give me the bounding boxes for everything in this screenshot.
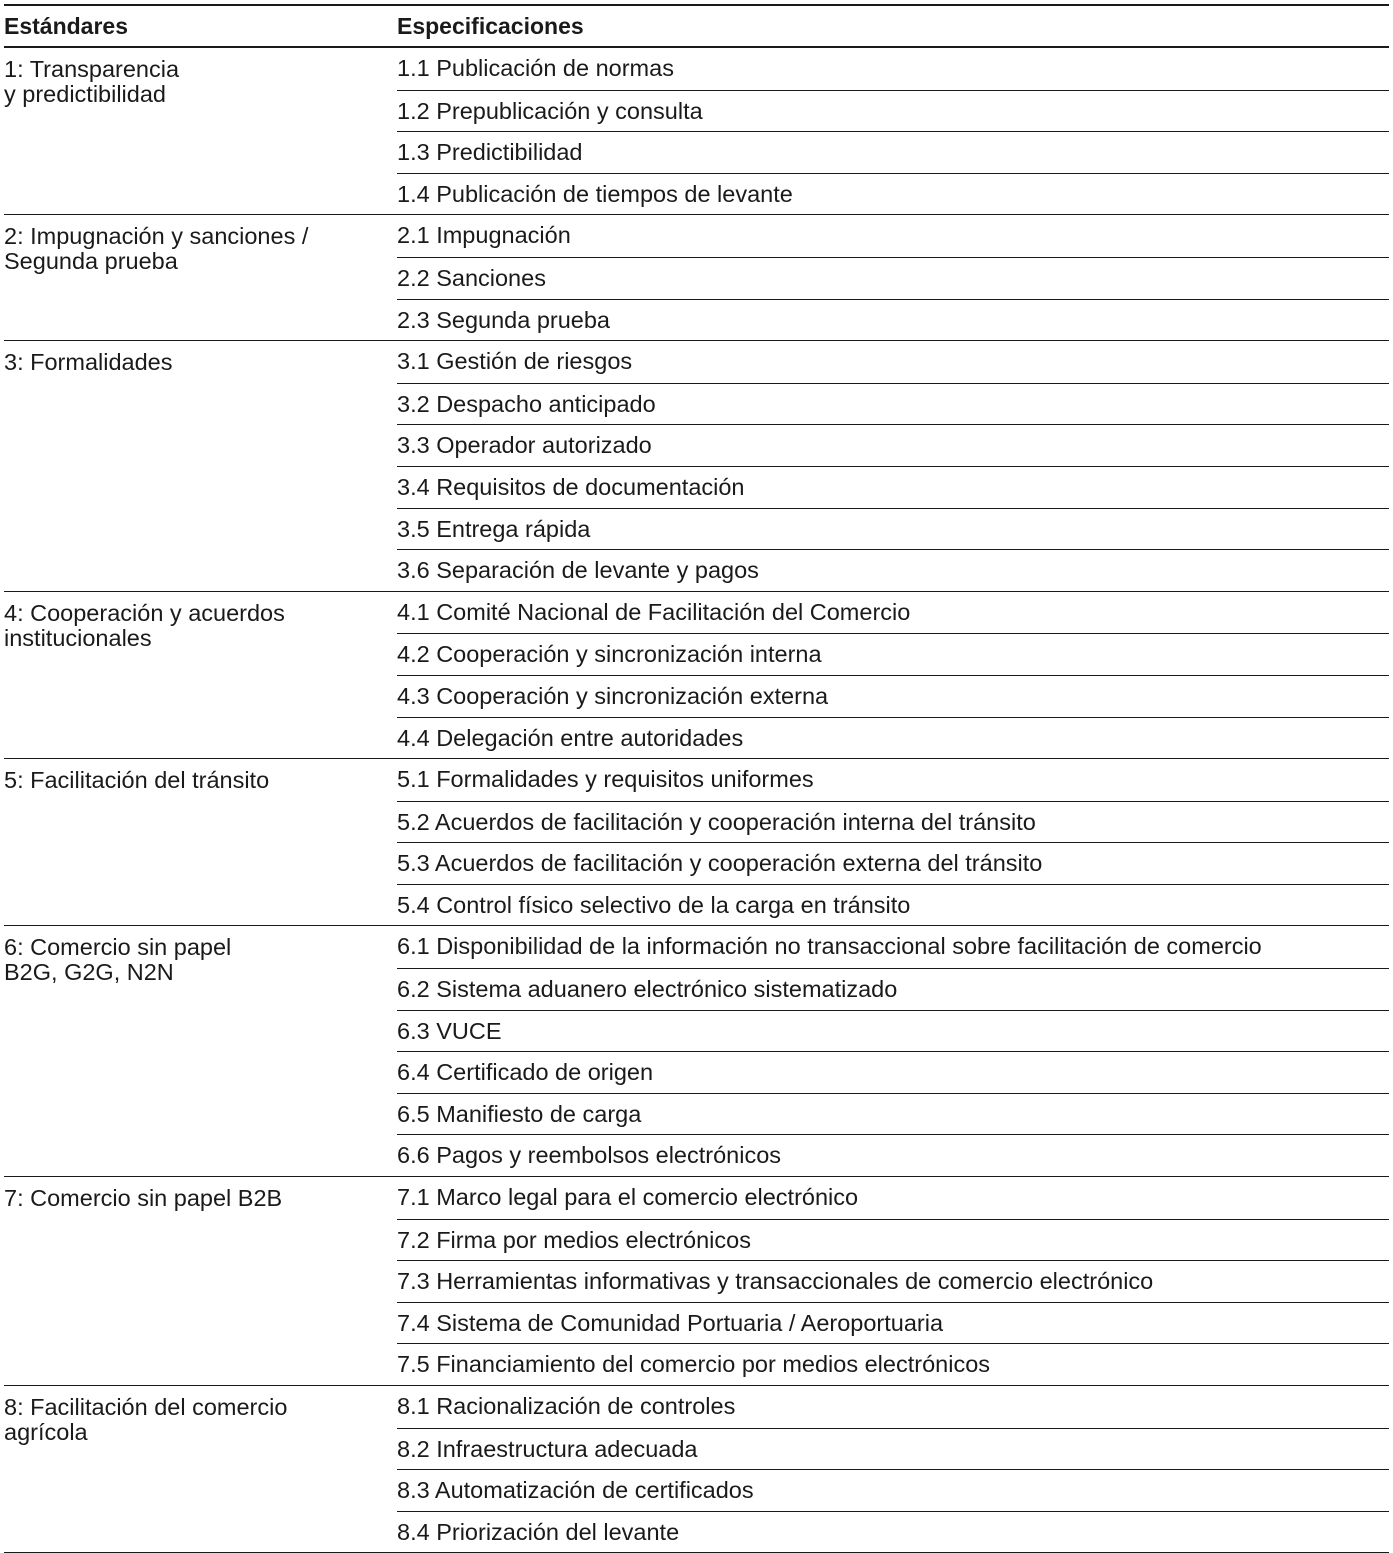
- standard-group: [4, 759, 1389, 926]
- spec-item: 2.1 Impugnación: [397, 222, 571, 249]
- spec-item: 2.3 Segunda prueba: [397, 299, 1389, 341]
- standard-group: [4, 926, 1389, 1177]
- spec-item: 3.4 Requisitos de documentación: [397, 466, 1389, 508]
- spec-list: [397, 926, 1389, 1176]
- standard-label: 5: Facilitación del tránsito: [4, 767, 270, 794]
- spec-list: [397, 215, 1389, 340]
- spec-item: 1.3 Predictibilidad: [397, 131, 1389, 173]
- spec-item: 5.3 Acuerdos de facilitación y cooperación externa del tránsito: [397, 842, 1389, 884]
- spec-item: 6.4 Certificado de origen: [397, 1051, 1389, 1093]
- spec-item: 7.3 Herramientas informativas y transaccionales de comercio electrónico: [397, 1260, 1389, 1302]
- spec-item: 1.1 Publicación de normas: [397, 55, 674, 81]
- standard-label: 4: Cooperación y acuerdos institucionales: [4, 599, 285, 651]
- standard-label: 8: Facilitación del comercio agrícola: [4, 1394, 288, 1445]
- spec-item: 7.2 Firma por medios electrónicos: [397, 1219, 1389, 1261]
- spec-item: 6.1 Disponibilidad de la información no transaccional sobre facilitación de comercio: [397, 933, 1262, 960]
- spec-item: 4.1 Comité Nacional de Facilitación del Comercio: [397, 598, 911, 625]
- table-header: [4, 6, 1389, 48]
- spec-item: 1.2 Prepublicación y consulta: [397, 90, 1389, 132]
- standard-group: [4, 215, 1389, 341]
- spec-list: [397, 1177, 1389, 1385]
- spec-item: 5.2 Acuerdos de facilitación y cooperación interna del tránsito: [397, 801, 1389, 843]
- standard-label: 2: Impugnación y sanciones / Segunda prueba: [4, 223, 309, 275]
- spec-item: 7.1 Marco legal para el comercio electrónico: [397, 1184, 859, 1211]
- standard-group: [4, 592, 1389, 759]
- spec-item: 3.6 Separación de levante y pagos: [397, 549, 1389, 591]
- spec-item: 5.1 Formalidades y requisitos uniformes: [397, 766, 814, 793]
- spec-item: 3.2 Despacho anticipado: [397, 383, 1389, 425]
- spec-item: 8.3 Automatización de certificados: [397, 1469, 1389, 1511]
- spec-item: 6.5 Manifiesto de carga: [397, 1093, 1389, 1135]
- standard-label: 7: Comercio sin papel B2B: [4, 1185, 283, 1212]
- standard-group: [4, 341, 1389, 592]
- spec-list: [397, 592, 1389, 758]
- standards-table: [4, 4, 1389, 1553]
- standard-group: [4, 1177, 1389, 1386]
- spec-item: 3.1 Gestión de riesgos: [397, 348, 633, 375]
- spec-item: 6.3 VUCE: [397, 1010, 1389, 1052]
- spec-item: 8.4 Priorización del levante: [397, 1511, 1389, 1553]
- spec-list: [397, 1386, 1389, 1552]
- spec-item: 6.6 Pagos y reembolsos electrónicos: [397, 1134, 1389, 1176]
- spec-item: 5.4 Control físico selectivo de la carga en tránsito: [397, 884, 1389, 926]
- spec-list: [397, 341, 1389, 591]
- spec-item: 4.2 Cooperación y sincronización interna: [397, 633, 1389, 675]
- spec-item: 8.2 Infraestructura adecuada: [397, 1428, 1389, 1470]
- standard-label: 6: Comercio sin papel B2G, G2G, N2N: [4, 934, 232, 986]
- spec-item: 6.2 Sistema aduanero electrónico sistematizado: [397, 968, 1389, 1010]
- spec-item: 1.4 Publicación de tiempos de levante: [397, 173, 1389, 215]
- standard-group: [4, 48, 1389, 215]
- spec-item: 3.3 Operador autorizado: [397, 424, 1389, 466]
- spec-list: [397, 48, 1389, 214]
- spec-list: [397, 759, 1389, 925]
- spec-item: 2.2 Sanciones: [397, 257, 1389, 299]
- table-body: [4, 48, 1389, 1553]
- standard-label: 3: Formalidades: [4, 349, 173, 376]
- spec-item: 7.5 Financiamiento del comercio por medios electrónicos: [397, 1343, 1389, 1385]
- spec-item: 4.3 Cooperación y sincronización externa: [397, 675, 1389, 717]
- header-standards: Estándares: [4, 12, 129, 39]
- spec-item: 4.4 Delegación entre autoridades: [397, 717, 1389, 759]
- spec-item: 7.4 Sistema de Comunidad Portuaria / Aeroportuaria: [397, 1302, 1389, 1344]
- standard-group: [4, 1386, 1389, 1553]
- header-specs: Especificaciones: [397, 12, 584, 39]
- spec-item: 3.5 Entrega rápida: [397, 508, 1389, 550]
- spec-item: 8.1 Racionalización de controles: [397, 1393, 736, 1419]
- standard-label: 1: Transparencia y predictibilidad: [4, 56, 180, 107]
